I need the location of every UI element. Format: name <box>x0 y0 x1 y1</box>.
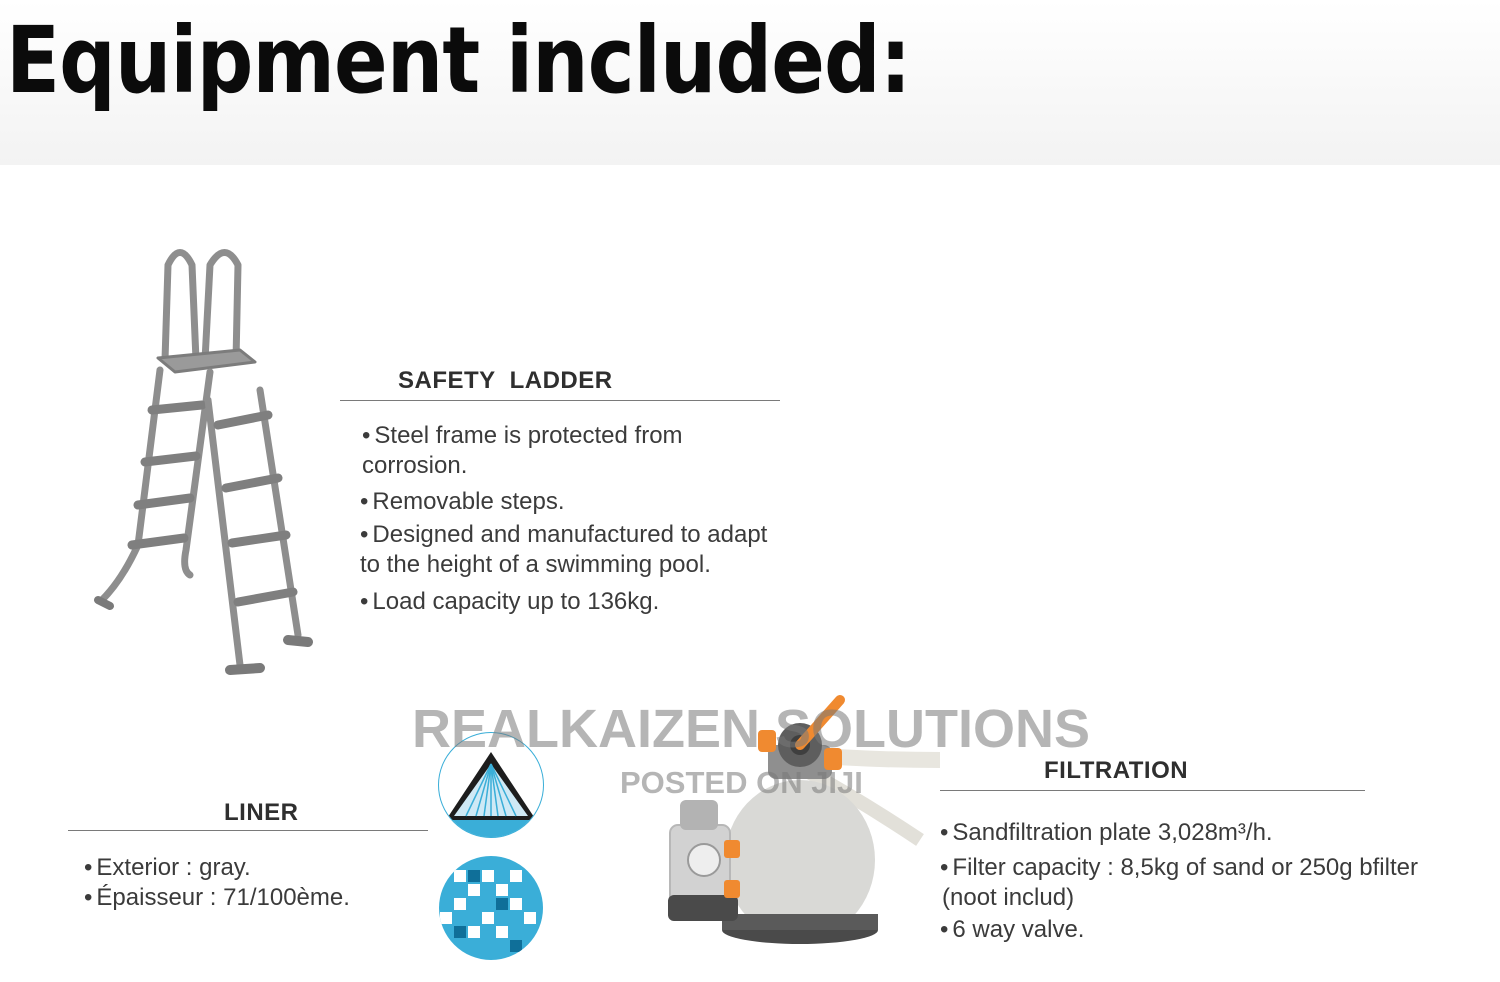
ladder-bullet: • Load capacity up to 136kg. <box>360 588 660 615</box>
watermark-line1: REALKAIZEN SOLUTIONS <box>412 699 1091 759</box>
filtration-rule <box>940 790 1365 791</box>
filtration-bullet: • Sandfiltration plate 3,028m³/h. <box>940 819 1273 846</box>
safety-ladder-rule <box>340 400 780 401</box>
sand-filter-pump-icon <box>660 690 960 965</box>
liner-bullet: • Épaisseur : 71/100ème. <box>84 884 350 911</box>
ladder-bullet: • Steel frame is protected from <box>362 422 683 449</box>
filtration-bullet: • Filter capacity : 8,5kg of sand or 250g bfilter <box>940 854 1418 881</box>
safety-ladder-heading: SAFETY LADDER <box>398 367 613 394</box>
ladder-bullet-continuation: corrosion. <box>362 452 468 479</box>
ladder-bullet: • Designed and manufactured to adapt <box>360 521 768 548</box>
ladder-icon <box>90 240 330 700</box>
filtration-heading: FILTRATION <box>1044 757 1189 784</box>
filtration-bullet-continuation: (noot includ) <box>942 884 1075 911</box>
liner-tiles-icon <box>436 850 546 970</box>
page-title: Equipment included: <box>6 7 911 114</box>
liner-layers-icon <box>436 730 546 840</box>
ladder-bullet: • Removable steps. <box>360 488 565 515</box>
watermark-line2: POSTED ON JIJI <box>620 765 863 800</box>
ladder-bullet-continuation: to the height of a swimming pool. <box>360 551 711 578</box>
header-band <box>0 0 1500 165</box>
filtration-bullet: • 6 way valve. <box>940 916 1085 943</box>
liner-heading: LINER <box>224 799 299 826</box>
liner-bullet: • Exterior : gray. <box>84 854 251 881</box>
liner-rule <box>68 830 428 831</box>
